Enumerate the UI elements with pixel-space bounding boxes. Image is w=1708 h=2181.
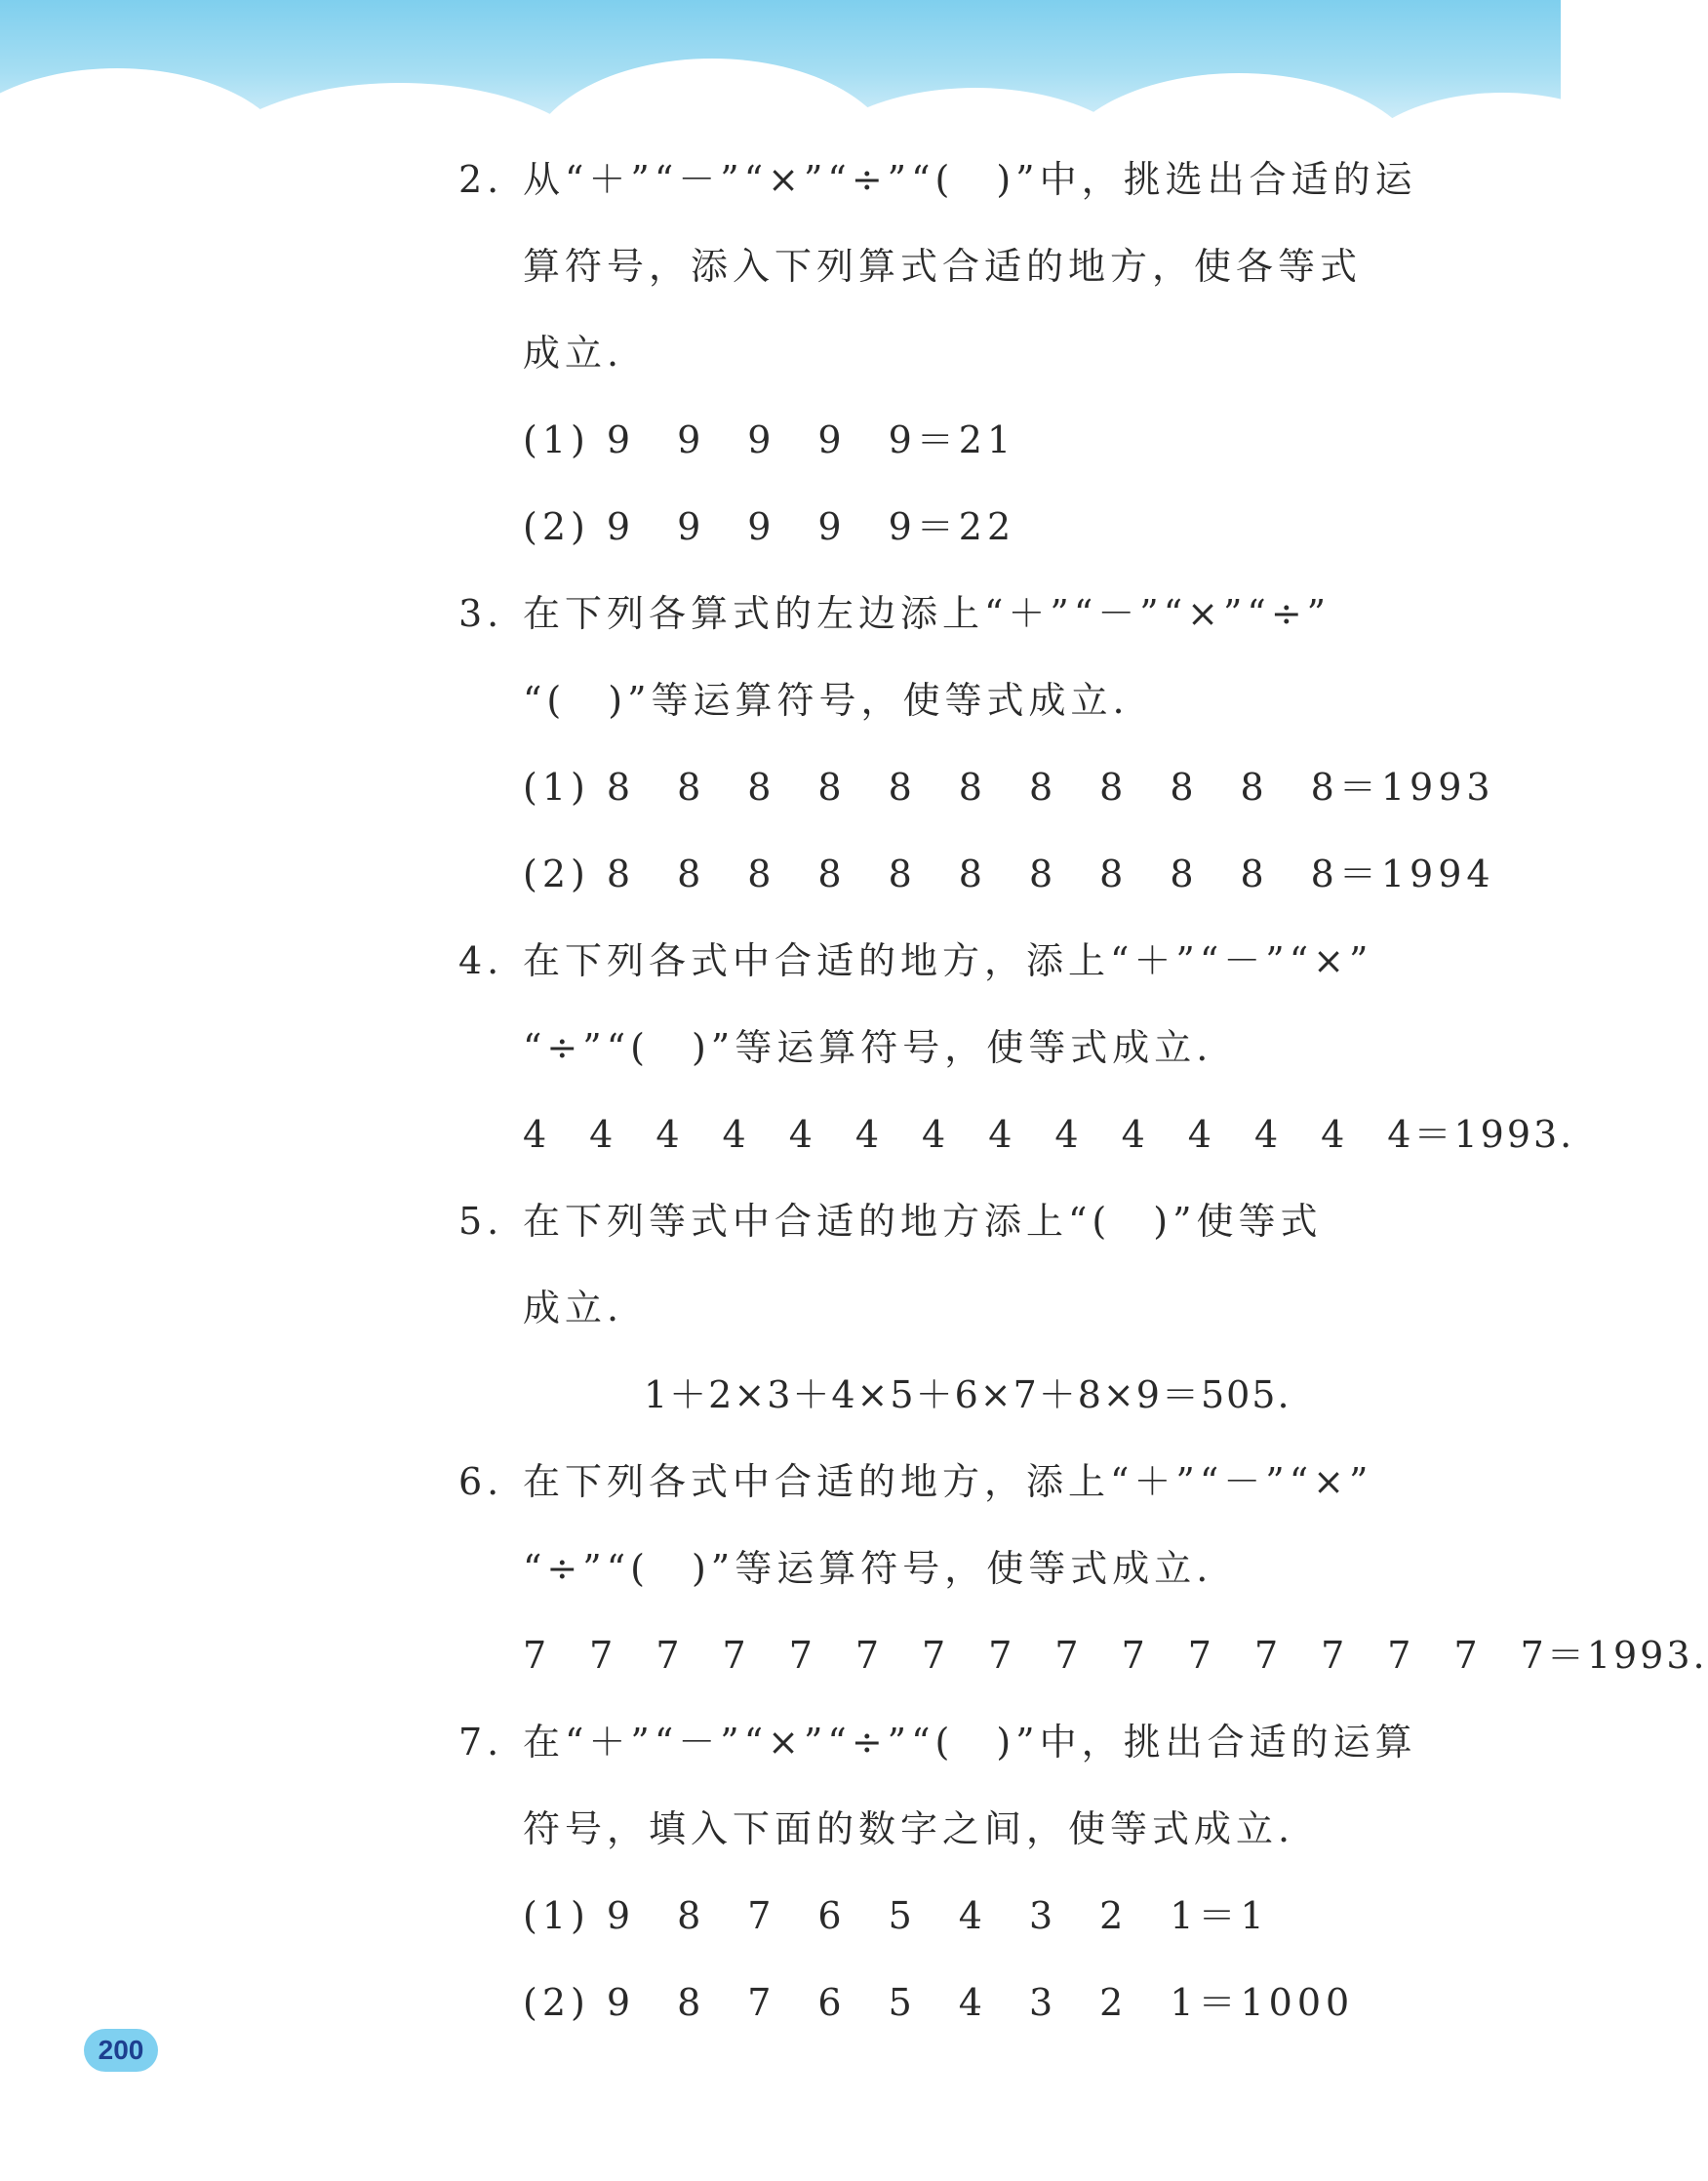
question-text: “÷”“( )”等运算符号，使等式成立. (523, 1547, 1213, 1590)
question-5 (458, 1178, 1434, 1265)
question-text: 在下列各式中合适的地方，添上“＋”“－”“×” (523, 939, 1373, 982)
question-text: 算符号，添入下列算式合适的地方，使各等式 (523, 245, 1363, 288)
question-text: “( )”等运算符号，使等式成立. (523, 679, 1130, 722)
question-number: 6. (458, 1460, 504, 1503)
question-number: 7. (458, 1721, 504, 1764)
question-number: 3. (458, 592, 504, 635)
question-3 (458, 571, 1434, 657)
question-text: 符号，填入下面的数字之间，使等式成立. (523, 1807, 1295, 1850)
page-number: 200 (84, 2029, 158, 2072)
equation-item: (2) 9 8 7 6 5 4 3 2 1＝1000 (523, 1981, 1355, 2024)
question-number: 5. (458, 1200, 504, 1243)
question-number: 2. (458, 158, 504, 201)
header-banner (0, 0, 1561, 132)
question-7 (458, 1699, 1434, 1786)
equation-item: 1＋2×3＋4×5＋6×7＋8×9＝505. (644, 1373, 1291, 1416)
equation-item: (2) 9 9 9 9 9＝22 (523, 505, 1016, 548)
equation-item: (1) 8 8 8 8 8 8 8 8 8 8 8＝1993 (523, 766, 1495, 809)
question-text: 成立. (523, 1287, 624, 1329)
question-4 (458, 918, 1434, 1005)
question-text: 在“＋”“－”“×”“÷”“( )”中，挑出合适的运算 (523, 1721, 1417, 1764)
equation-item: 7 7 7 7 7 7 7 7 7 7 7 7 7 7 7 7＝1993. (523, 1634, 1708, 1677)
question-text: 在下列等式中合适的地方添上“( )”使等式 (523, 1200, 1323, 1243)
question-6 (458, 1439, 1434, 1526)
question-text: 在下列各式中合适的地方，添上“＋”“－”“×” (523, 1460, 1373, 1503)
exercise-content (458, 137, 1708, 2046)
equation-item: (1) 9 9 9 9 9＝21 (523, 418, 1016, 461)
equation-item: (1) 9 8 7 6 5 4 3 2 1＝1 (523, 1894, 1269, 1937)
equation-item: (2) 8 8 8 8 8 8 8 8 8 8 8＝1994 (523, 853, 1495, 895)
question-text: 从“＋”“－”“×”“÷”“( )”中，挑选出合适的运 (523, 158, 1417, 201)
question-text: “÷”“( )”等运算符号，使等式成立. (523, 1026, 1213, 1069)
question-text: 成立. (523, 332, 624, 375)
equation-item: 4 4 4 4 4 4 4 4 4 4 4 4 4 4＝1993. (523, 1113, 1575, 1156)
question-number: 4. (458, 939, 504, 982)
question-text: 在下列各算式的左边添上“＋”“－”“×”“÷” (523, 592, 1331, 635)
question-2 (458, 137, 1434, 223)
